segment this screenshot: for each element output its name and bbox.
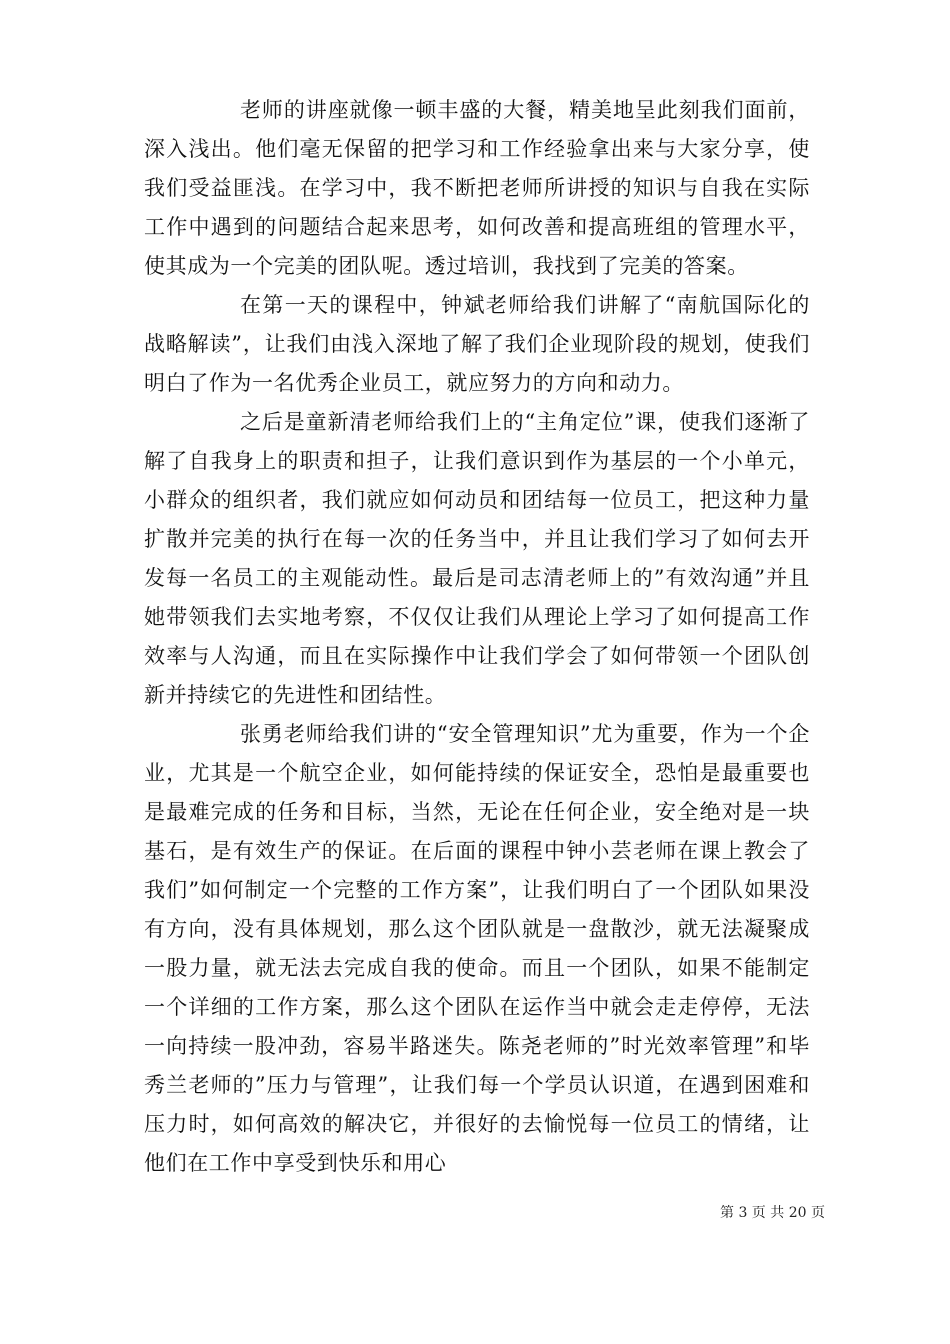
document-body bbox=[144, 91, 810, 1183]
page-number: 第 3 页 共 20 页 bbox=[720, 1205, 825, 1221]
paragraph-safety-management: 张勇老师给我们讲的“安全管理知识”尤为重要，作为一个企业，尤其是一个航空企业，如何能持续的保证安全，恐怕是最重要也是最难完成的任务和目标，当然，无论在任何企业，安全绝对是一块基石，是有效生产的保证。在后面的课程中钟小芸老师在课上教会了我们”如何制定一个完整的工作方案”，让我们明白了一个团队如果没有方向，没有具体规划，那么这个团队就是一盘散沙，就无法凝聚成一股力量，就无法去完成自我的使命。而且一个团队，如果不能制定一个详细的工作方案，那么这个团队在运作当中就会走走停停，无法一向持续一股冲劲，容易半路迷失。陈尧老师的”时光效率管理”和毕秀兰老师的”压力与管理”，让我们每一个学员认识道，在遇到困难和压力时，如何高效的解决它，并很好的去愉悦每一位员工的情绪，让他们在工作中享受到快乐和用心 bbox=[144, 722, 810, 1175]
paragraph-first-day-course: 在第一天的课程中，钟斌老师给我们讲解了“南航国际化的战略解读”，让我们由浅入深地了解了我们企业现阶段的规划，使我们明白了作为一名优秀企业员工，就应努力的方向和动力。 bbox=[144, 293, 810, 395]
paragraph-lecture-summary: 老师的讲座就像一顿丰盛的大餐，精美地呈此刻我们面前，深入浅出。他们毫无保留的把学习和工作经验拿出来与大家分享，使我们受益匪浅。在学习中，我不断把老师所讲授的知识与自我在实际工作中遇到的问题结合起来思考，如何改善和提高班组的管理水平，使其成为一个完美的团队呢。透过培训，我找到了完美的答案。 bbox=[144, 98, 810, 278]
paragraph-role-positioning: 之后是童新清老师给我们上的“主角定位”课，使我们逐渐了解了自我身上的职责和担子，让我们意识到作为基层的一个小单元，小群众的组织者，我们就应如何动员和团结每一位员工，把这种力量扩散并完美的执行在每一次的任务当中，并且让我们学习了如何去开发每一名员工的主观能动性。最后是司志清老师上的”有效沟通”并且她带领我们去实地考察，不仅仅让我们从理论上学习了如何提高工作效率与人沟通，而且在实际操作中让我们学会了如何带领一个团队创新并持续它的先进性和团结性。 bbox=[144, 410, 810, 707]
